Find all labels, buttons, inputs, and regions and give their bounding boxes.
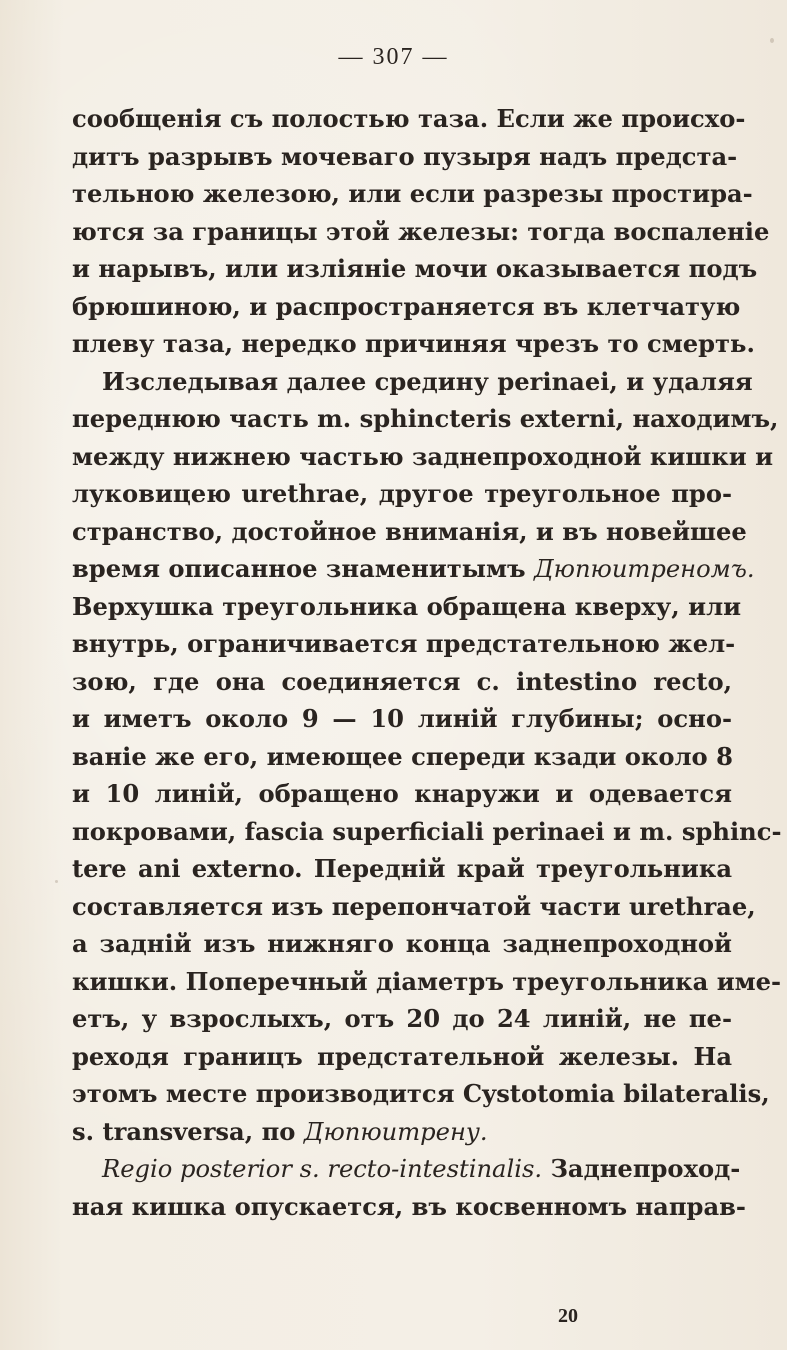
text-fragment: Заднепроход- (550, 1154, 741, 1183)
text-line: Верхушка треугольника обращена кверху, или (72, 591, 742, 621)
text-line: а задній изъ нижняго конца заднепроходной (72, 929, 732, 958)
text-line: дитъ разрывъ мочеваго пузыря надъ предста- (72, 141, 738, 171)
text-line: ваніе же его, имеющее спереди кзади около 8 (72, 741, 733, 771)
text-fragment: время описанное знаменитымъ (72, 554, 526, 583)
text-line: Изследывая далее средину perinaei, и удаляя (102, 366, 753, 396)
text-line: составляется изъ перепончатой части urethrae, (72, 891, 756, 921)
text-line: брюшиною, и распространяется въ клетчатую (72, 291, 741, 321)
author-name-italic: Дюпюитреномъ. (534, 555, 755, 583)
text-line: ная кишка опускается, въ косвенномъ направ- (72, 1191, 746, 1221)
text-line: и иметъ около 9 — 10 линій глубины; осно- (72, 704, 732, 733)
text-line: плеву таза, нередко причиняя чрезъ то смерть. (72, 329, 755, 358)
text-line-with-name (72, 1113, 732, 1151)
text-line: tere ani externo. Передній край треугольника (72, 854, 732, 883)
text-line: переднюю часть m. sphincteris externi, находимъ, (72, 404, 779, 433)
text-line: покровами, fascia superficiali perinaei и m. sphinc- (72, 816, 782, 846)
section-heading: Regio posterior s. recto-intestinalis. (102, 1155, 543, 1183)
text-line: кишки. Поперечный діаметръ треугольника име- (72, 966, 782, 996)
printer-signature: 20 (558, 1305, 578, 1327)
text-fragment: s. transversa, по (72, 1116, 296, 1146)
text-line: тельною железою, или если разрезы простира- (72, 179, 753, 208)
text-line: луковицею urethrae, другое треугольное про- (72, 479, 732, 508)
text-line: и 10 линій, обращено кнаружи и одевается (72, 779, 732, 808)
section-heading-line (72, 1150, 741, 1188)
text-line: реходя границъ предстательной железы. На (72, 1041, 732, 1071)
author-name-italic: Дюпюитрену. (303, 1117, 488, 1146)
paper-spot (770, 38, 774, 43)
text-line: ются за границы этой железы: тогда воспаленіе (72, 216, 770, 246)
text-line: странство, достойное вниманія, и въ новейшее (72, 516, 747, 546)
text-line: внутрь, ограничивается предстательною жел- (72, 629, 736, 658)
page-number: — 307 — (338, 44, 449, 70)
text-line: зою, где она соединяется с. intestino recto, (72, 666, 732, 696)
text-line: сообщенія съ полостью таза. Если же происхо- (72, 104, 746, 133)
text-line: этомъ месте производится Cystotomia bilateralis, (72, 1079, 770, 1108)
text-line: и нарывъ, или изліяніе мочи оказывается подъ (72, 254, 758, 283)
text-line-with-name (72, 550, 755, 588)
text-line: между нижнею частью заднепроходной кишки и (72, 441, 774, 471)
paper-spot (55, 880, 58, 883)
body-text (72, 100, 782, 1225)
text-line: етъ, у взрослыхъ, отъ 20 до 24 линій, не пе- (72, 1004, 732, 1033)
